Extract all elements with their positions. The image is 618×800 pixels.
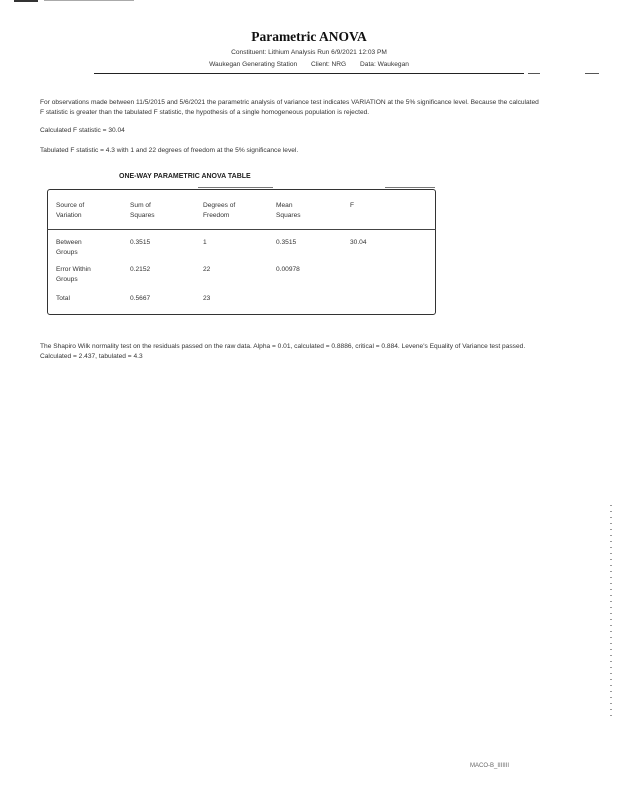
scan-artifact-mark bbox=[14, 0, 38, 2]
table-cell: Total bbox=[56, 295, 70, 302]
table-cell: 30.04 bbox=[350, 239, 367, 246]
scan-artifact-line bbox=[385, 187, 435, 188]
table-cell: 0.5667 bbox=[130, 295, 151, 302]
column-header: F bbox=[350, 202, 355, 209]
anova-table bbox=[47, 189, 436, 315]
table-cell: 1 bbox=[203, 239, 207, 246]
table-cell: 0.3515 bbox=[130, 239, 151, 246]
scan-artifact-line bbox=[198, 187, 273, 188]
header-divider-tick bbox=[585, 73, 599, 74]
table-cell: Between Groups bbox=[56, 239, 82, 256]
calculated-f-statistic: Calculated F statistic = 30.04 bbox=[40, 127, 125, 134]
document-code: MACO-B_IIIIIII bbox=[470, 763, 510, 769]
normality-test-paragraph: The Shapiro Wilk normality test on the residuals passed on the raw data. Alpha = 0.01, calculated = 0.8886, critical = 0.884. Levene's Equality of Variance test passed. Calculated = 2.437, tabulated = 4.3 bbox=[40, 343, 526, 360]
anova-table-title: ONE-WAY PARAMETRIC ANOVA TABLE bbox=[119, 173, 251, 180]
table-cell: 0.00978 bbox=[276, 266, 300, 273]
column-header: Source of Variation bbox=[56, 202, 85, 219]
page-title: Parametric ANOVA bbox=[251, 29, 367, 44]
result-paragraph: For observations made between 11/5/2015 and 5/6/2021 the parametric analysis of variance test indicates VARIATION at the 5% significance level. Because the calculated F statistic is greater than the tabulated F statistic, the hypothesis of a single homogeneous population is rejected. bbox=[40, 99, 539, 116]
table-cell: 23 bbox=[203, 295, 211, 302]
data-name-label: Data: Waukegan bbox=[360, 61, 409, 68]
analysis-info-line: Constituent: Lithium Analysis Run 6/9/2021 12:03 PM bbox=[231, 49, 387, 56]
site-info-line bbox=[0, 61, 618, 68]
table-cell: 22 bbox=[203, 266, 211, 273]
table-cell: Error Within Groups bbox=[56, 266, 91, 283]
header-divider-tick bbox=[528, 73, 540, 74]
header-divider bbox=[94, 73, 524, 74]
scan-artifact-line bbox=[44, 0, 134, 1]
table-cell: 0.2152 bbox=[130, 266, 151, 273]
table-cell: 0.3515 bbox=[276, 239, 297, 246]
client-name: Client: NRG bbox=[311, 61, 347, 68]
tabulated-f-statistic: Tabulated F statistic = 4.3 with 1 and 22 degrees of freedom at the 5% significance level. bbox=[40, 147, 299, 154]
column-header: Mean Squares bbox=[276, 202, 301, 219]
column-header: Degrees of Freedom bbox=[203, 202, 236, 219]
anova-header-divider bbox=[47, 229, 436, 230]
site-name: Waukegan Generating Station bbox=[209, 61, 298, 68]
column-header: Sum of Squares bbox=[130, 202, 155, 219]
scan-edge-ticks bbox=[610, 505, 612, 720]
